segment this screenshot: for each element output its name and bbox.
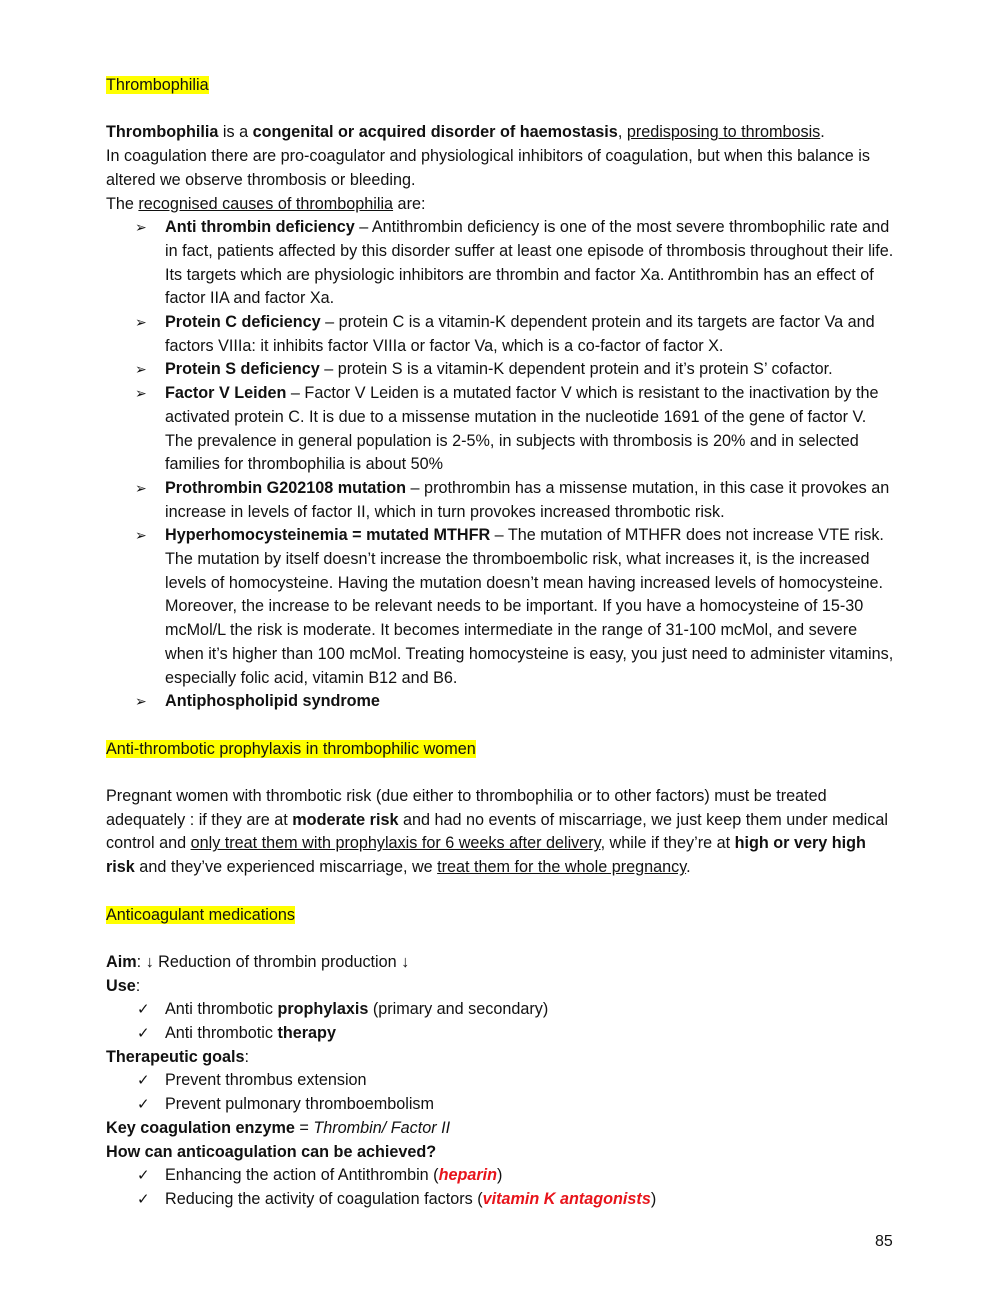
causes-intro: The recognised causes of thrombophilia are: <box>106 194 426 213</box>
page-number: 85 <box>875 1233 893 1250</box>
cause-item-prothrombin: ➢ Prothrombin G202108 mutation – prothrombin has a missense mutation, in this case it provokes an increase in levels of factor II, which in turn provokes increased thrombotic risk. <box>165 477 896 524</box>
prophylaxis-paragraph: Pregnant women with thrombotic risk (due either to thrombophilia or to other factors) must be treated adequately : if they are at moderate risk and had no events of miscarriage, we just keep them under medical control and only treat them with prophylaxis for 6 weeks after delivery, while if they’re at high or very high risk and they’ve experienced miscarriage, we treat them for the whole pregnancy. <box>106 787 888 877</box>
cause-item-antithrombin: ➢ Anti thrombin deficiency – Antithrombin deficiency is one of the most severe thrombophilic rate and in fact, patients affected by this disorder suffer at least one episode of thrombosis throughout their life. Its targets which are physiologic inhibitors are thrombin and factor Xa. Antithrombin has an effect of factor IIA and factor Xa. <box>165 216 896 311</box>
cause-item-hyperhomocysteinemia: ➢ Hyperhomocysteinemia = mutated MTHFR – The mutation of MTHFR does not increase VTE risk. The mutation by itself doesn’t increase the thromboembolic risk, what increases it, is the increased levels of homocysteine. Having the mutation doesn’t mean having increased levels of homocysteine. Moreover, the increase to be relevant needs to be important. If you have a homocysteine of 15-30 mcMol/L the risk is moderate. It becomes intermediate in the range of 31-100 mcMol, and severe when it’s higher than 100 mcMol. Treating homocysteine is easy, you just need to administer vitamins, especially folic acid, vitamin B12 and B6. <box>165 524 896 690</box>
how-item-vka: ✓ Reducing the activity of coagulation factors (vitamin K antagonists) <box>165 1188 896 1212</box>
cause-item-protein-s: ➢ Protein S deficiency – protein S is a vitamin-K dependent protein and it’s protein S’ cofactor. <box>165 358 896 382</box>
goal-item: ✓ Prevent thrombus extension <box>165 1069 896 1093</box>
use-item: ✓ Anti thrombotic therapy <box>165 1022 896 1046</box>
key-enzyme-line: Key coagulation enzyme = Thrombin/ Factor II <box>106 1118 451 1137</box>
section-heading-thrombophilia: Thrombophilia <box>106 76 209 94</box>
goals-label-line: Therapeutic goals: <box>106 1047 250 1066</box>
section-heading-anticoagulants: Anticoagulant medications <box>106 905 295 924</box>
how-list <box>106 1164 896 1211</box>
use-list <box>106 998 896 1045</box>
aim-line: Aim: ↓ Reduction of thrombin production ↓ <box>106 952 410 971</box>
cause-item-antiphospholipid: ➢ Antiphospholipid syndrome <box>165 690 896 714</box>
coagulation-balance-paragraph: In coagulation there are pro-coagulator and physiological inhibitors of coagulation, but when this balance is altered we observe thrombosis or bleeding. <box>106 147 870 189</box>
use-label-line: Use: <box>106 976 141 995</box>
document-page <box>106 74 896 1212</box>
goal-item: ✓ Prevent pulmonary thromboembolism <box>165 1093 896 1117</box>
causes-list <box>106 216 896 714</box>
cause-item-factor-v-leiden: ➢ Factor V Leiden – Factor V Leiden is a mutated factor V which is resistant to the inactivation by the activated protein C. It is due to a missense mutation in the nucleotide 1691 of the gene of factor V. The prevalence in general population is 2-5%, in subjects with thrombosis is 20% and in selected families for thrombophilia is about 50% <box>165 382 896 477</box>
how-item-heparin: ✓ Enhancing the action of Antithrombin (heparin) <box>165 1164 896 1188</box>
cause-item-protein-c: ➢ Protein C deficiency – protein C is a vitamin-K dependent protein and its targets are factor Va and factors VIIIa: it inhibits factor VIIIa or factor Va, which is a co-factor of factor X. <box>165 311 896 358</box>
use-item: ✓ Anti thrombotic prophylaxis (primary and secondary) <box>165 998 896 1022</box>
goals-list <box>106 1069 896 1116</box>
how-question: How can anticoagulation can be achieved? <box>106 1142 437 1161</box>
thrombophilia-definition: Thrombophilia is a congenital or acquired disorder of haemostasis, predisposing to thrombosis. <box>106 123 825 142</box>
section-heading-prophylaxis: Anti-thrombotic prophylaxis in thrombophilic women <box>106 739 476 758</box>
